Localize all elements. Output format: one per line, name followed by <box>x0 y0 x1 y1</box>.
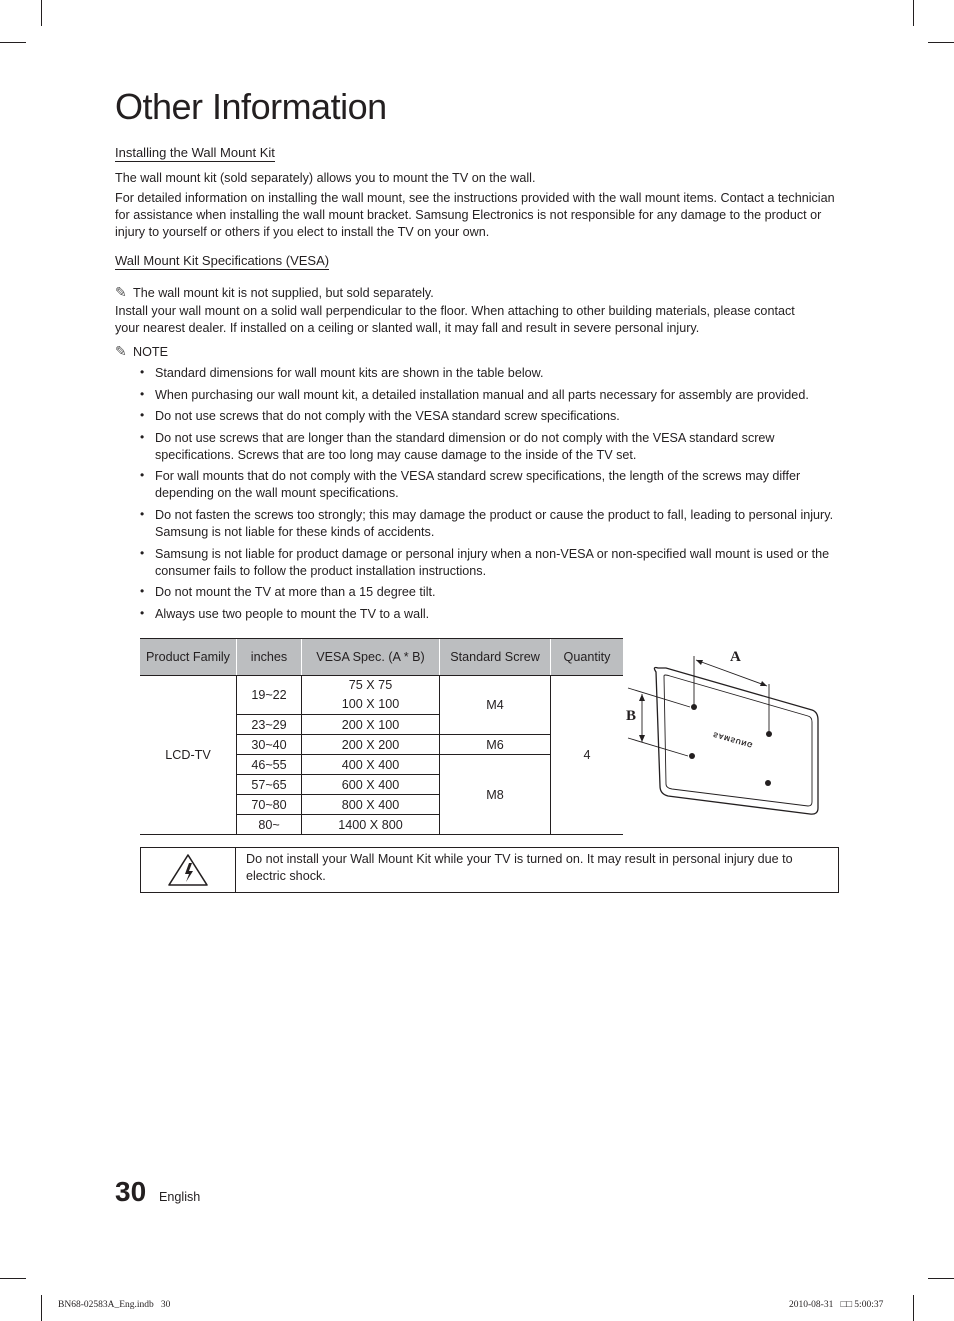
bullet-icon: • <box>140 584 145 599</box>
dimension-label-b: B <box>626 708 637 724</box>
footer-file-name: BN68-02583A_Eng.indb 30 <box>58 1300 171 1310</box>
pencil-icon: ✎ <box>115 343 127 359</box>
footer-date: 2010-08-31 □□ 5:00:37 <box>789 1300 884 1310</box>
table-cell: 800 X 400 <box>302 795 440 815</box>
bullet-icon: • <box>140 468 145 483</box>
warning-text: Do not install your Wall Mount Kit while your TV is turned on. It may result in personal injury due to electric shock. <box>246 852 793 883</box>
arrow-icon <box>639 735 645 742</box>
list-item: • When purchasing our wall mount kit, a detailed installation manual and all parts necessary for assembly are provided. <box>140 386 809 402</box>
mount-hole <box>765 780 771 786</box>
table-cell: 70~80 <box>237 795 302 815</box>
arrow-icon <box>696 660 703 665</box>
crop-mark <box>913 1295 914 1321</box>
column-header: Quantity <box>551 639 624 676</box>
note-bullet-list <box>138 365 843 627</box>
note-label: NOTE <box>133 345 168 359</box>
arrow-icon <box>760 681 767 686</box>
dimension-label-a: A <box>730 649 741 665</box>
section-heading-vesa: Wall Mount Kit Specifications (VESA) <box>115 253 330 268</box>
crop-mark <box>41 0 42 26</box>
column-header: Product Family <box>140 639 237 676</box>
bullet-icon: • <box>140 429 145 444</box>
list-item: • Always use two people to mount the TV to a wall. <box>140 605 430 621</box>
table-cell-screw: M6 <box>440 735 551 755</box>
table-header-row <box>140 639 623 676</box>
table-cell-screw: M8 <box>440 755 551 835</box>
list-item: • Do not use screws that do not comply with the VESA standard screw specifications. <box>140 408 620 424</box>
crop-mark <box>0 1278 26 1279</box>
table-row <box>140 676 623 715</box>
table-cell: 600 X 400 <box>302 775 440 795</box>
warning-icon-cell <box>141 848 236 892</box>
arrow-icon <box>639 694 645 701</box>
mount-hole <box>689 753 695 759</box>
bullet-icon: • <box>140 545 145 560</box>
crop-mark <box>928 1278 954 1279</box>
bullet-icon: • <box>140 408 145 423</box>
table-cell: 23~29 <box>237 715 302 735</box>
list-item: • Standard dimensions for wall mount kits are shown in the table below. <box>140 365 544 380</box>
crop-mark <box>0 42 26 43</box>
table-cell: 80~ <box>237 815 302 835</box>
list-item: • Samsung is not liable for product damage or personal injury when a non-VESA or non-specified wall mount is used or the consumer fails to follow the product installation instructions. <box>140 545 830 578</box>
page-number: 30 <box>115 1176 147 1207</box>
table-cell: 46~55 <box>237 755 302 775</box>
paragraph: For detailed information on installing the wall mount, see the instructions provided with the wall mount items. Contact a technician for assistance when installing the wall mount bracket. Samsung Electronics is not responsible for any damage to the product or injury to yourself or others if you elect to install the TV on your own. <box>115 191 835 239</box>
samsung-logo: SAMSUNG <box>712 730 755 749</box>
vesa-spec-table <box>140 638 623 835</box>
table-cell-family: LCD-TV <box>140 676 237 835</box>
table-cell: 19~22 <box>237 676 302 715</box>
tv-back-diagram <box>622 638 842 838</box>
bullet-icon: • <box>140 506 145 521</box>
list-item: • Do not use screws that are longer than the standard dimension or do not comply with the VESA standard screw specifications. Screws that are too long may cause damage to the inside of the TV set. <box>140 429 775 462</box>
column-header: VESA Spec. (A * B) <box>302 639 440 676</box>
table-cell: 30~40 <box>237 735 302 755</box>
table-cell: 1400 X 800 <box>302 815 440 835</box>
note-line <box>115 284 434 302</box>
bullet-icon: • <box>140 365 145 379</box>
dimension-line <box>628 688 690 707</box>
page-title: Other Information <box>115 86 387 127</box>
table-cell: 57~65 <box>237 775 302 795</box>
table-cell: 75 X 75 100 X 100 <box>302 676 440 715</box>
table-cell: 200 X 100 <box>302 715 440 735</box>
column-header: Standard Screw <box>440 639 551 676</box>
list-item: • Do not mount the TV at more than a 15 degree tilt. <box>140 584 436 600</box>
crop-mark <box>41 1295 42 1321</box>
table-cell-quantity: 4 <box>551 676 624 835</box>
paragraph: Install your wall mount on a solid wall perpendicular to the floor. When attaching to other building materials, please contact your nearest dealer. If installed on a ceiling or slanted wall, it may fall and result in severe personal injury. <box>115 304 795 335</box>
electric-shock-warning-icon <box>141 848 235 892</box>
note-text: The wall mount kit is not supplied, but sold separately. <box>133 286 434 300</box>
table-cell: 400 X 400 <box>302 755 440 775</box>
section-heading-wall-mount: Installing the Wall Mount Kit <box>115 145 275 160</box>
table-cell: 200 X 200 <box>302 735 440 755</box>
bullet-icon: • <box>140 605 145 620</box>
table-cell-screw: M4 <box>440 676 551 735</box>
warning-box <box>140 847 839 893</box>
note-label-line <box>115 343 168 361</box>
page-language: English <box>159 1190 201 1204</box>
paragraph: The wall mount kit (sold separately) allows you to mount the TV on the wall. <box>115 171 536 185</box>
pencil-icon: ✎ <box>115 284 127 300</box>
bullet-icon: • <box>140 386 145 401</box>
column-header: inches <box>237 639 302 676</box>
crop-mark <box>928 42 954 43</box>
list-item: • Do not fasten the screws too strongly; this may damage the product or cause the product to fall, leading to personal injury. Samsung is not liable for these kinds of accidents. <box>140 506 834 539</box>
crop-mark <box>913 0 914 26</box>
list-item: • For wall mounts that do not comply with the VESA standard screw specifications, the length of the screws may differ depending on the wall mount specifications. <box>140 468 801 501</box>
